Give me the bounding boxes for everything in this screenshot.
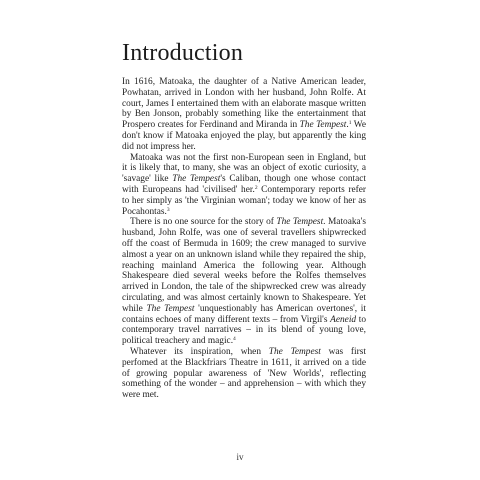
text-run: was first perfomed at the Blackfriars Theatre in 1611, it arrived on a tide of growing popular awareness of 'New Worlds', reflecting something of the wonder – and apprehension – with which they were met. [122,346,366,401]
footnote-ref: 1 [348,120,352,127]
paragraph-2 [122,153,366,218]
italic-title: The Tempest [299,120,347,131]
page-number: iv [236,452,244,462]
paragraph-4 [122,347,366,401]
text-run: In 1616, Matoaka, the daughter of a Native American leader, Powhatan, arrived in London with her husband, John Rolfe. At court, James I entertained them with an elaborate masque written by Ben Jonson, probably something like the entertainment that Prospero creates for Ferdinand and Miranda in [122,77,366,131]
text-run: Whatever its inspiration, when [130,346,269,357]
italic-title: Aeneid [330,314,357,325]
footnote-ref: 4 [233,336,236,343]
chapter-title: Introduction [122,40,244,66]
text-run: There is no one source for the story of [130,217,277,228]
italic-title: The Tempest [268,346,321,357]
text-run: We don't know if Matoaka enjoyed the play, but apparently the king did not impress her. [122,120,366,152]
text-run: Matoaka was not the first non-European seen in England, but it is likely that, to many, she was an object of exotic curiosity, a 'savage' like [122,152,366,185]
text-run: 's Caliban, though one whose contact with Europeans had 'civilised' her. [122,174,366,195]
paragraph-1 [122,77,366,153]
text-run: . [346,120,349,131]
chapter-body [122,77,366,401]
italic-title: The Tempest [172,174,221,185]
text-run: to contemporary travel narratives – in its blend of young love, political treachery and magic. [122,314,367,347]
footnote-ref: 2 [254,184,258,191]
italic-title: The Tempest [146,303,195,314]
text-run: Contemporary reports refer to her simply as 'the Virginian woman'; today we know of her as Pocahontas. [122,184,366,217]
italic-title: The Tempest [276,217,324,228]
footnote-ref: 3 [166,206,170,213]
text-run: 'unquestionably has American overtones', it contains echoes of many different texts – from Virgil's [122,303,366,325]
text-run: . Matoaka's husband, John Rolfe, was one of several travellers shipwrecked off the coast of Bermuda in 1609; the crew managed to survive almost a year on an unknown island while they repaired the ship, reaching mainland America the following year. Although Shakespeare died several weeks before the Rolfes themselves arrived in London, the tale of the shipwrecked crew was already circulating, and was almost certainly known to Shakespeare. Yet while [122,217,367,314]
paragraph-3 [122,217,366,347]
